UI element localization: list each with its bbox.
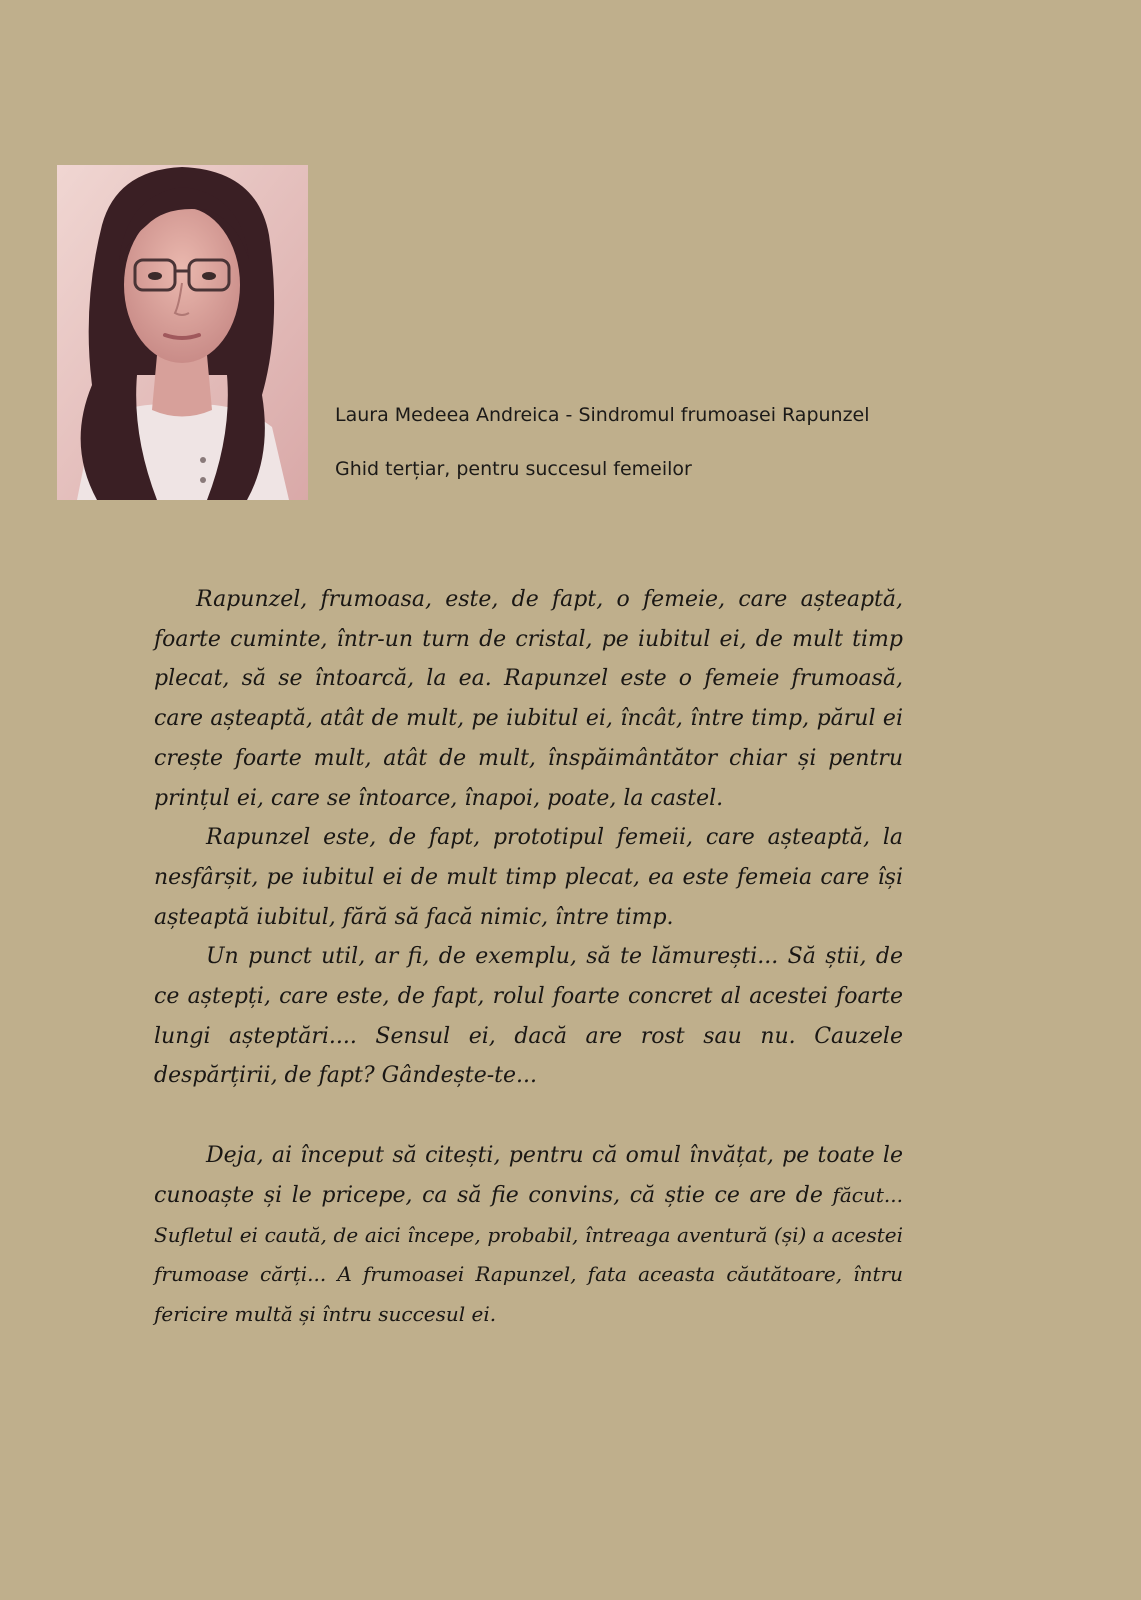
body-text	[154, 580, 903, 1335]
author-photo	[57, 165, 308, 500]
book-title: Laura Medeea Andreica - Sindromul frumoasei Rapunzel	[335, 404, 870, 426]
paragraph-4	[154, 1136, 903, 1335]
paragraph-1: Rapunzel, frumoasa, este, de fapt, o femeie, care așteaptă, foarte cuminte, într-un turn de cristal, pe iubitul ei, de mult timp plecat, să se întoarcă, la ea. Rapunzel este o femeie frumoasă, care așteaptă, atât de mult, pe iubitul ei, încât, între timp, părul ei crește foarte mult, atât de mult, înspăimântător chiar și pentru prințul ei, care se întoarce, înapoi, poate, la castel.	[154, 587, 903, 811]
paragraph-4-part-1: Deja, ai început să citești, pentru că omul învățat, pe toate le cunoaște și le pricepe, ca să fie convins, că știe ce are de	[154, 1143, 903, 1208]
paragraph-2: Rapunzel este, de fapt, prototipul femeii, care așteaptă, la nesfârșit, pe iubitul ei de mult timp plecat, ea este femeia care își așteaptă iubitul, fără să facă nimic, între timp.	[154, 825, 903, 930]
paragraph-3: Un punct util, ar fi, de exemplu, să te lămurești... Să știi, de ce aștepți, care este, de fapt, rolul foarte concret al acestei foarte lungi așteptări.... Sensul ei, dacă are rost sau nu. Cauzele despărțirii, de fapt? Gândește-te...	[154, 944, 903, 1089]
book-subtitle: Ghid terțiar, pentru succesul femeilor	[335, 458, 692, 480]
paragraph-4-part-2: făcut... Sufletul ei caută, de aici începe, probabil, întreaga aventură (și) a acestei frumoase cărți... A frumoasei Rapunzel, fata aceasta căutătoare, întru fericire multă și întru succesul ei.	[154, 1182, 903, 1326]
